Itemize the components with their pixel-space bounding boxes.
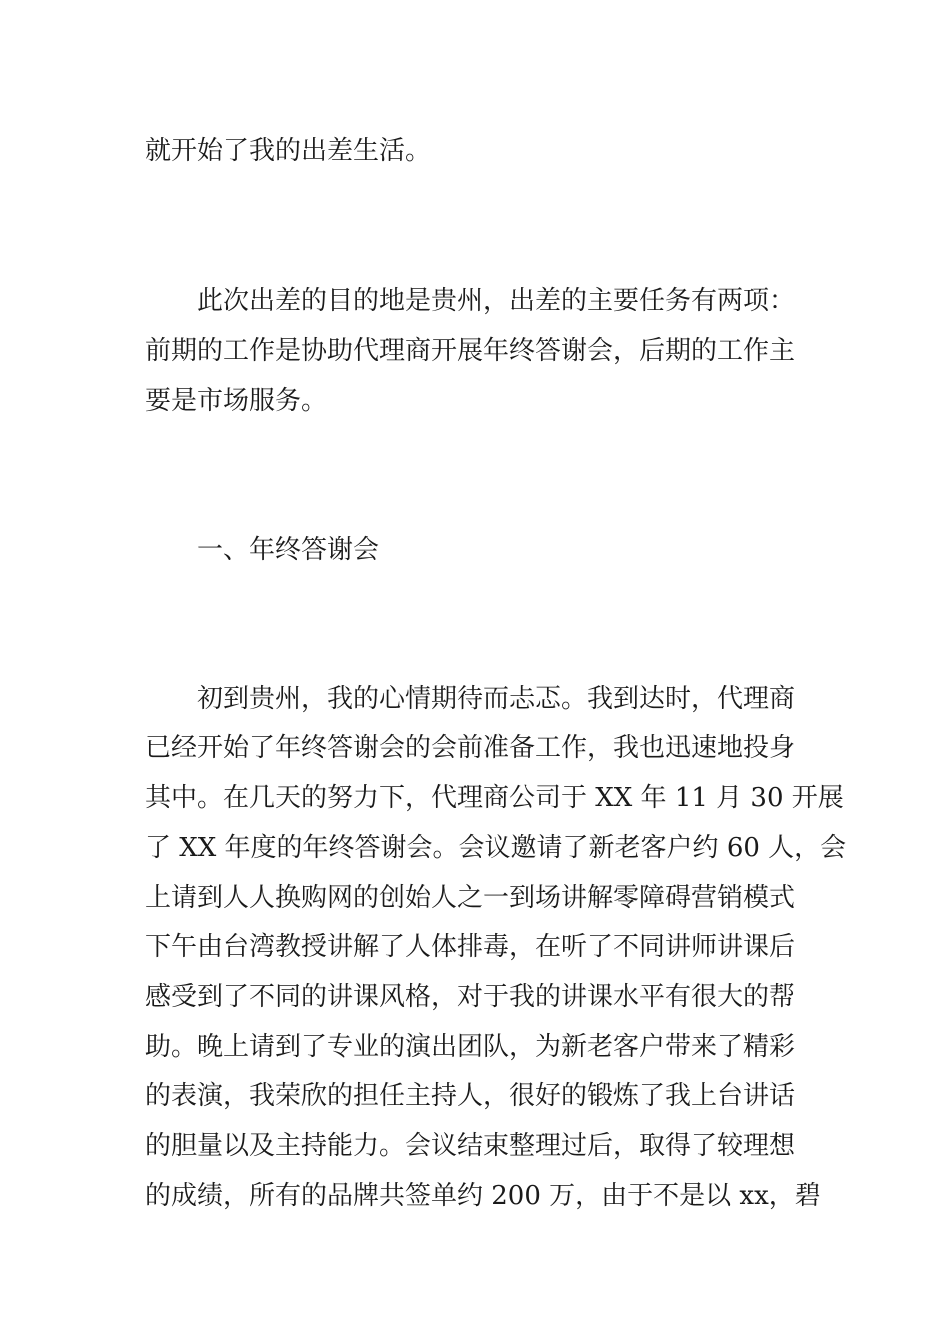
paragraph-line: 的胆量以及主持能力。会议结束整理过后，取得了较理想 <box>145 1131 796 1161</box>
section-heading: 一、年终答谢会 <box>145 535 380 565</box>
paragraph-line: 此次出差的目的地是贵州，出差的主要任务有两项： <box>145 286 796 316</box>
paragraph-line: 就开始了我的出差生活。 <box>145 136 432 166</box>
paragraph-line: 已经开始了年终答谢会的会前准备工作，我也迅速地投身 <box>145 733 796 763</box>
paragraph-line: 初到贵州，我的心情期待而忐忑。我到达时，代理商 <box>145 684 796 714</box>
paragraph-line: 了 XX 年度的年终答谢会。会议邀请了新老客户约 60 人，会 <box>145 833 847 863</box>
paragraph-line: 的成绩，所有的品牌共签单约 200 万，由于不是以 xx，碧 <box>145 1181 821 1211</box>
paragraph-line: 的表演，我荣欣的担任主持人，很好的锻炼了我上台讲话 <box>145 1081 796 1111</box>
paragraph-line: 感受到了不同的讲课风格，对于我的讲课水平有很大的帮 <box>145 982 796 1012</box>
paragraph-line: 要是市场服务。 <box>145 386 328 416</box>
paragraph-line: 助。晚上请到了专业的演出团队，为新老客户带来了精彩 <box>145 1032 796 1062</box>
paragraph-line: 下午由台湾教授讲解了人体排毒，在听了不同讲师讲课后 <box>145 932 796 962</box>
paragraph-line: 前期的工作是协助代理商开展年终答谢会，后期的工作主 <box>145 336 796 366</box>
paragraph-line: 上请到人人换购网的创始人之一到场讲解零障碍营销模式 <box>145 883 796 913</box>
paragraph-line: 其中。在几天的努力下，代理商公司于 XX 年 11 月 30 开展 <box>145 783 844 813</box>
